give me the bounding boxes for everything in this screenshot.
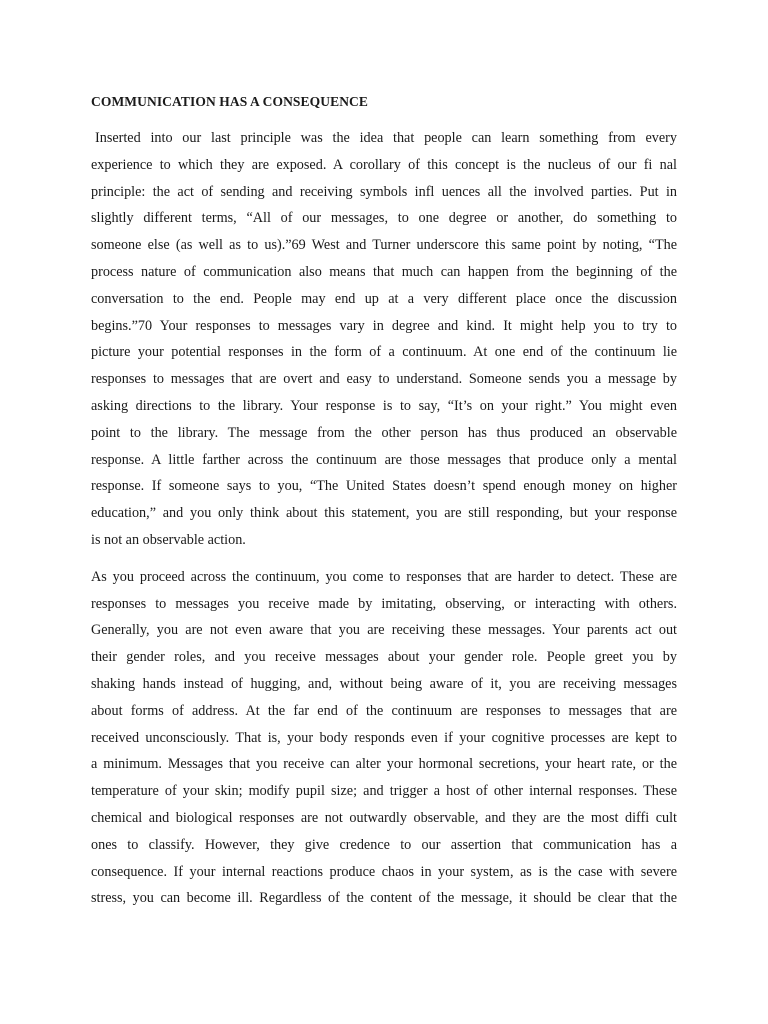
text-line: response. A little farther across the continuum are those messages that produce only a mental (91, 451, 677, 468)
text-line: response. If someone says to you, “The United States doesn’t spend enough money on higher (91, 478, 677, 495)
text-line: received unconsciously. That is, your body responds even if your cognitive processes are kept to (91, 729, 677, 746)
text-line: someone else (as well as to us).”69 West and Turner underscore this same point by noting, “The (91, 237, 677, 254)
text-line: their gender roles, and you receive messages about your gender role. People greet you by (91, 649, 677, 666)
text-line: stress, you can become ill. Regardless of the content of the message, it should be clear that the (91, 890, 677, 907)
text-line: slightly different terms, “All of our messages, to one degree or another, do something to (91, 210, 677, 227)
text-line: ones to classify. However, they give credence to our assertion that communication has a (91, 836, 677, 853)
document-body (91, 93, 677, 912)
text-line: temperature of your skin; modify pupil size; and trigger a host of other internal responses. These (91, 783, 677, 800)
text-line: begins.”70 Your responses to messages vary in degree and kind. It might help you to try to (91, 317, 677, 334)
text-line: Generally, you are not even aware that you are receiving these messages. Your parents act out (91, 622, 677, 639)
text-line: picture your potential responses in the form of a continuum. At one end of the continuum lie (91, 344, 677, 361)
text-line: is not an observable action. (91, 531, 246, 548)
text-line: principle: the act of sending and receiving symbols infl uences all the involved parties. Put in (91, 183, 677, 200)
text-line: a minimum. Messages that you receive can alter your hormonal secretions, your heart rate, or the (91, 756, 677, 773)
section-heading: COMMUNICATION HAS A CONSEQUENCE (91, 94, 369, 109)
text-line: consequence. If your internal reactions produce chaos in your system, as is the case with severe (91, 863, 677, 880)
text-line: responses to messages that are overt and easy to understand. Someone sends you a message by (91, 371, 677, 388)
text-line: shaking hands instead of hugging, and, without being aware of it, you are receiving messages (91, 675, 677, 692)
text-line: asking directions to the library. Your response is to say, “It’s on your right.” You might even (91, 397, 677, 414)
text-line: about forms of address. At the far end of the continuum are responses to messages that are (91, 702, 677, 719)
paragraph-2 (91, 564, 677, 912)
text-line: As you proceed across the continuum, you come to responses that are harder to detect. These are (91, 568, 677, 585)
text-line: responses to messages you receive made by imitating, observing, or interacting with others. (91, 595, 677, 612)
paragraph-1 (91, 125, 677, 554)
text-line: education,” and you only think about this statement, you are still responding, but your response (91, 505, 677, 522)
text-line: process nature of communication also means that much can happen from the beginning of the (91, 263, 677, 280)
text-line: Inserted into our last principle was the idea that people can learn something from every (95, 130, 677, 146)
text-line: experience to which they are exposed. A corollary of this concept is the nucleus of our fi nal (91, 156, 677, 173)
text-line: chemical and biological responses are not outwardly observable, and they are the most diffi cult (91, 809, 677, 826)
text-line: conversation to the end. People may end up at a very different place once the discussion (91, 290, 677, 307)
text-line: point to the library. The message from the other person has thus produced an observable (91, 424, 677, 441)
